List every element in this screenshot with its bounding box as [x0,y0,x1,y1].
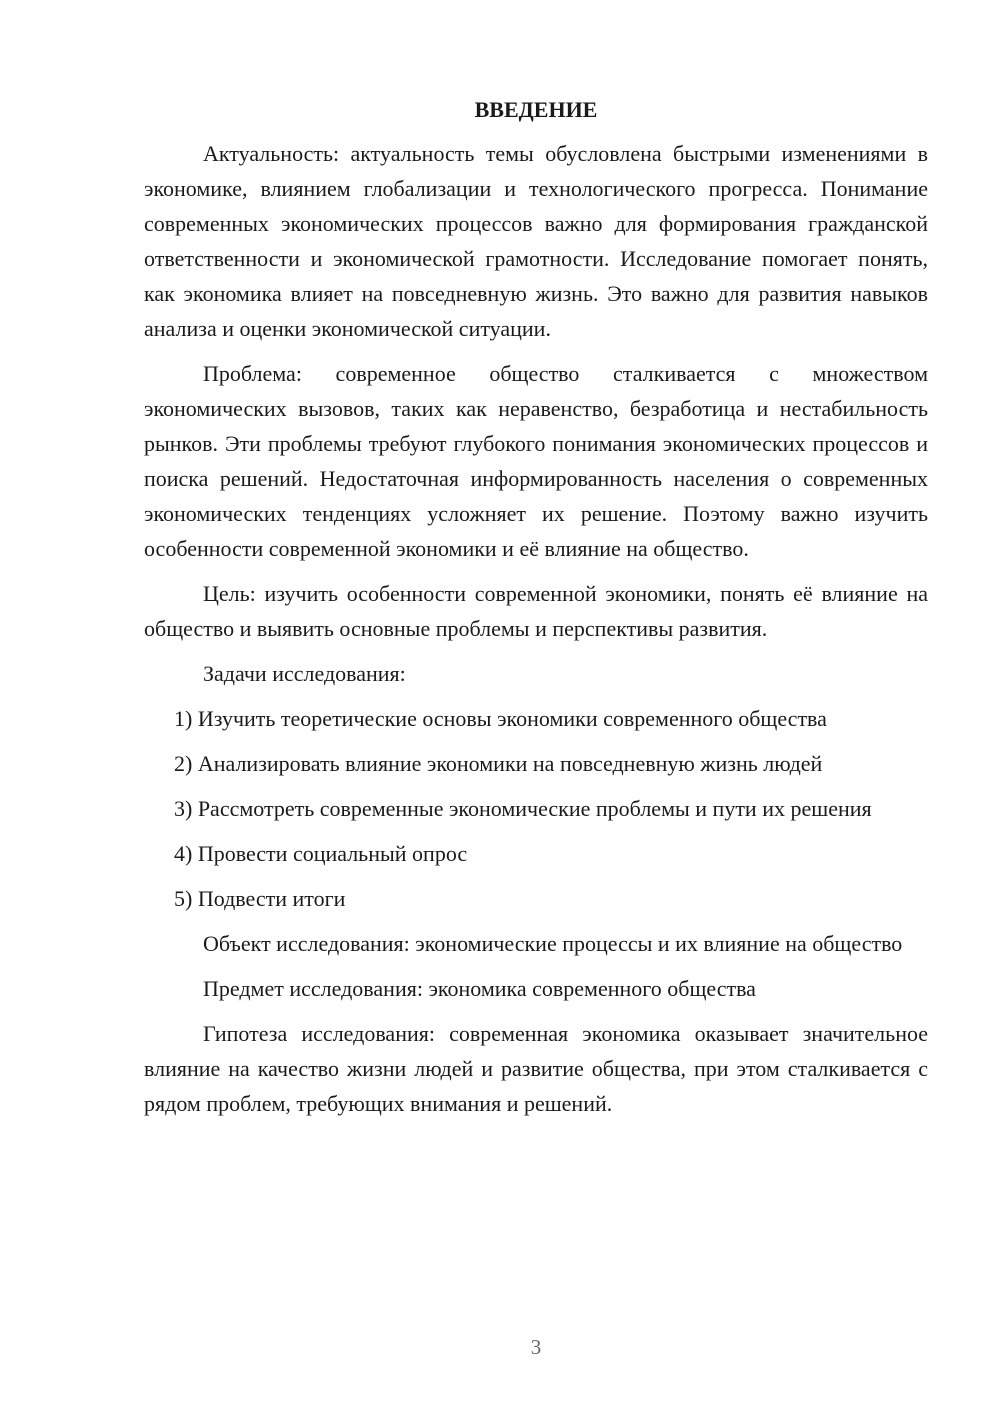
task-item-5: 5) Подвести итоги [174,886,346,911]
hypothesis-paragraph: Гипотеза исследования: современная экономика оказывает значительное влияние на качество жизни людей и развитие общества, при этом сталкивается с рядом проблем, требующих внимания и решений. [144,1021,928,1116]
subject-paragraph: Предмет исследования: экономика современного общества [203,976,756,1001]
goal-paragraph: Цель: изучить особенности современной экономики, понять её влияние на общество и выявить основные проблемы и перспективы развития. [144,581,928,641]
task-item-4: 4) Провести социальный опрос [174,841,468,866]
page-title: ВВЕДЕНИЕ [474,97,598,122]
page-content [144,90,928,1121]
task-item-2: 2) Анализировать влияние экономики на повседневную жизнь людей [174,751,823,776]
problem-paragraph: Проблема: современное общество сталкивается с множеством экономических вызовов, таких как неравенство, безработица и нестабильность рынков. Эти проблемы требуют глубокого понимания экономических процессов и поиска решений. Недостаточная информированность населения о современных экономических тенденциях усложняет их решение. Поэтому важно изучить особенности современной экономики и её влияние на общество. [144,361,928,561]
relevance-paragraph: Актуальность: актуальность темы обусловлена быстрыми изменениями в экономике, влиянием глобализации и технологического прогресса. Понимание современных экономических процессов важно для формирования гражданской ответственности и экономической грамотности. Исследование помогает понять, как экономика влияет на повседневную жизнь. Это важно для развития навыков анализа и оценки экономической ситуации. [144,141,928,341]
task-item-1: 1) Изучить теоретические основы экономики современного общества [174,706,827,731]
tasks-heading: Задачи исследования: [203,661,406,686]
task-item-3: 3) Рассмотреть современные экономические проблемы и пути их решения [174,796,872,821]
object-paragraph: Объект исследования: экономические процессы и их влияние на общество [203,931,903,956]
page-number: 3 [530,1335,542,1359]
